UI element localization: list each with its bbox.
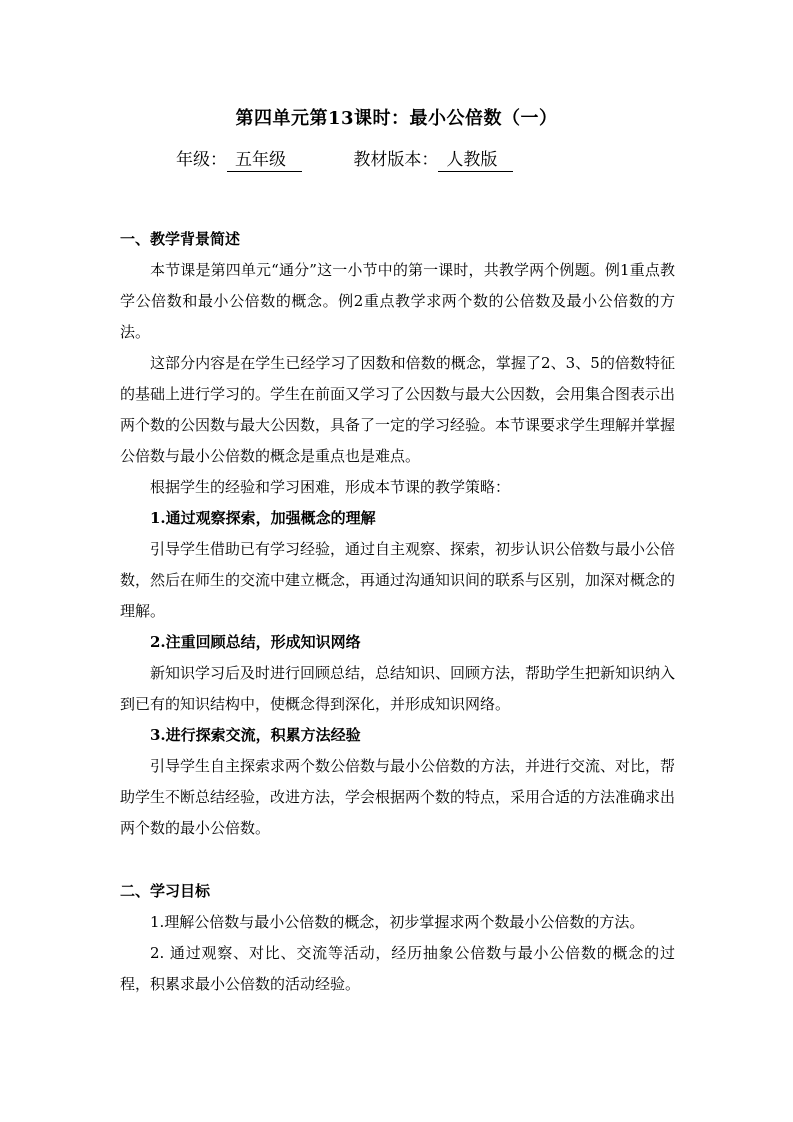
section-teaching-background: [120, 224, 675, 844]
grade-label: 年级：: [176, 150, 227, 170]
edition-value: 人教版: [438, 149, 513, 172]
edition-label: 教材版本：: [353, 150, 439, 170]
strategy-title: 2.注重回顾总结，形成知识网络: [150, 633, 361, 651]
paragraph: 引导学生借助已有学习经验，通过自主观察、探索，初步认识公倍数与最小公倍数，然后在师生的交流中建立概念，再通过沟通知识间的联系与区别，加深对概念的理解。: [120, 540, 676, 620]
page-title: 第四单元第13课时：最小公倍数（一）: [235, 108, 558, 129]
strategy-title: 3.进行探索交流，积累方法经验: [150, 726, 361, 744]
goal-item: 1.理解公倍数与最小公倍数的概念，初步掌握求两个数最小公倍数的方法。: [150, 913, 645, 931]
strategy-title: 1.通过观察探索，加强概念的理解: [150, 509, 376, 527]
goal-item: 2. 通过观察、对比、交流等活动，经历抽象公倍数与最小公倍数的概念的过程，积累求最小公倍数的活动经验。: [120, 944, 675, 993]
grade-value: 五年级: [227, 149, 302, 172]
meta-row: [176, 145, 559, 172]
section-learning-goals: [120, 876, 675, 1000]
paragraph: 引导学生自主探索求两个数公倍数与最小公倍数的方法，并进行交流、对比，帮助学生不断总结经验，改进方法，学会根据两个数的特点，采用合适的方法准确求出两个数的最小公倍数。: [120, 757, 676, 837]
section-title: 二、学习目标: [120, 882, 211, 900]
paragraph: 新知识学习后及时进行回顾总结，总结知识、回顾方法，帮助学生把新知识纳入到已有的知识结构中，使概念得到深化，并形成知识网络。: [120, 664, 676, 713]
paragraph: 这部分内容是在学生已经学习了因数和倍数的概念，掌握了2、3、5的倍数特征的基础上进行学习的。学生在前面又学习了公因数与最大公因数，会用集合图表示出两个数的公因数与最大公因数，具备了一定的学习经验。本节课要求学生理解并掌握公倍数与最小公倍数的概念是重点也是难点。: [120, 354, 676, 465]
paragraph: 根据学生的经验和学习困难，形成本节课的教学策略：: [150, 478, 511, 496]
section-title: 一、教学背景简述: [120, 230, 241, 248]
paragraph: 本节课是第四单元“通分”这一小节中的第一课时，共教学两个例题。例1重点教学公倍数和最小公倍数的概念。例2重点教学求两个数的公倍数及最小公倍数的方法。: [120, 261, 675, 341]
